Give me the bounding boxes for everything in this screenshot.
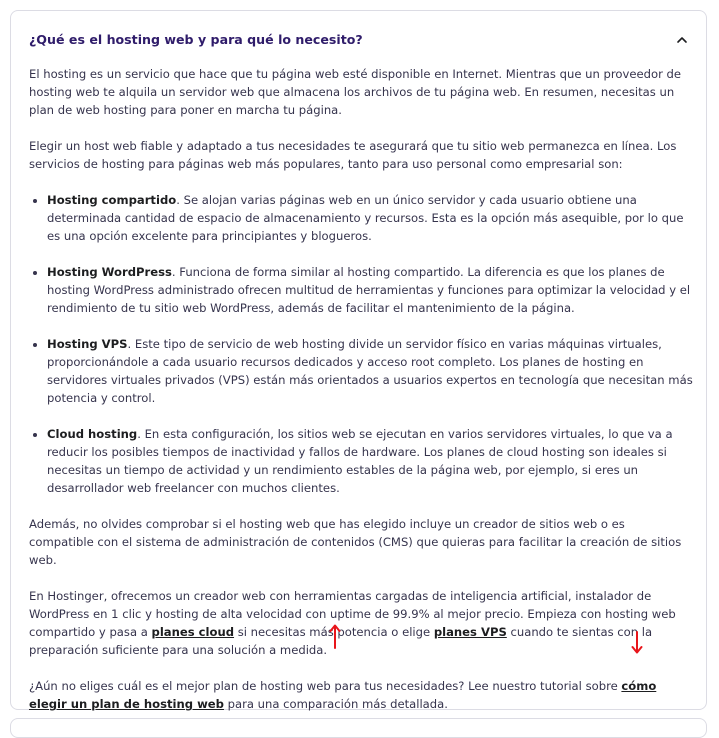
faq-question[interactable]: ¿Qué es el hosting web y para qué lo necesito? — [29, 31, 363, 47]
list-item-hosting-compartido — [47, 191, 693, 245]
lead-paragraph: Elegir un host web fiable y adaptado a tus necesidades te asegurará que tu sitio web permanezca en línea. Los servicios de hosting para páginas web más populares, tanto para uso personal como empresarial son: — [29, 139, 677, 171]
closing-text-before: ¿Aún no eliges cuál es el mejor plan de hosting web para tus necesidades? Lee nuestro tutorial sobre — [29, 679, 622, 693]
offer-text-before: En Hostinger, ofrecemos un creador web con herramientas cargadas de inteligencia artificial, instalador de WordPress en 1 clic y hosting de alta velocidad con uptime de 99.9% al mejor precio. Empieza con hosting web compartido y pasa a — [29, 589, 676, 639]
list-item-title: Hosting compartido — [47, 193, 177, 207]
closing-text-after: para una comparación más detallada. — [223, 697, 448, 711]
planes-vps-link[interactable]: planes VPS — [433, 625, 507, 639]
list-item-text: . En esta configuración, los sitios web se ejecutan en varios servidores virtuales, lo que va a reducir los posibles tiempos de inactividad y fallos de hardware. Los planes de cloud hosting son ideales si necesitas un tiempo de actividad y un rendimiento estables de la página web, por ejemplo, si eres un desarrollador web freelancer con muchos clientes. — [47, 427, 673, 495]
cms-paragraph: Además, no olvides comprobar si el hosting web que has elegido incluye un creador de sitios web o es compatible con el sistema de administración de contenidos (CMS) que quieras para facilitar la creación de sitios web. — [29, 517, 682, 567]
offer-text-after: cuando te sientas con la preparación suficiente para una solución a medida. — [29, 625, 653, 657]
faq-card — [10, 10, 707, 710]
list-item-text: . Se alojan varias páginas web en un único servidor y cada usuario obtiene una determinada cantidad de espacio de almacenamiento y recursos. Esta es la opción más asequible, por lo que es una opción excelente para principiantes y blogueros. — [47, 193, 684, 243]
elegir-plan-link[interactable]: cómo elegir un plan de hosting web — [29, 679, 657, 711]
next-faq-card[interactable] — [10, 718, 707, 738]
offer-paragraph — [29, 587, 693, 659]
list-item-text: . Este tipo de servicio de web hosting divide un servidor físico en varias máquinas virtuales, proporcionándole a cada usuario recursos dedicados y acceso root completo. Los planes de hosting en servidores virtuales privados (VPS) están más orientados a usuarios expertos en tecnología que necesitan más potencia y control. — [47, 337, 693, 405]
faq-answer — [29, 65, 693, 731]
hosting-types-list — [29, 191, 693, 497]
list-item-title: Cloud hosting — [47, 427, 138, 441]
list-item-cloud-hosting — [47, 425, 693, 497]
closing-paragraph — [29, 677, 693, 713]
list-item-title: Hosting WordPress — [47, 265, 172, 279]
red-arrow-down-icon — [631, 631, 643, 655]
list-item-hosting-vps — [47, 335, 693, 407]
list-item-hosting-wordpress — [47, 263, 693, 317]
list-item-text: . Funciona de forma similar al hosting compartido. La diferencia es que los planes de hosting WordPress administrado ofrecen multitud de herramientas y funciones para optimizar la velocidad y el rendimiento de tu sitio web WordPress, además de facilitar el mantenimiento de la página. — [47, 265, 691, 315]
planes-cloud-link[interactable]: planes cloud — [151, 625, 235, 639]
red-arrow-up-icon — [329, 623, 341, 649]
offer-text-middle: si necesitas más potencia o elige — [234, 625, 434, 639]
faq-toggle[interactable] — [29, 29, 689, 49]
chevron-up-icon[interactable] — [675, 32, 689, 46]
list-item-title: Hosting VPS — [47, 337, 128, 351]
intro-paragraph: El hosting es un servicio que hace que tu página web esté disponible en Internet. Mientras que un proveedor de hosting web te alquila un servidor web que almacena los archivos de tu página web. En resumen, necesitas un plan de web hosting para poner en marcha tu página. — [29, 67, 682, 117]
